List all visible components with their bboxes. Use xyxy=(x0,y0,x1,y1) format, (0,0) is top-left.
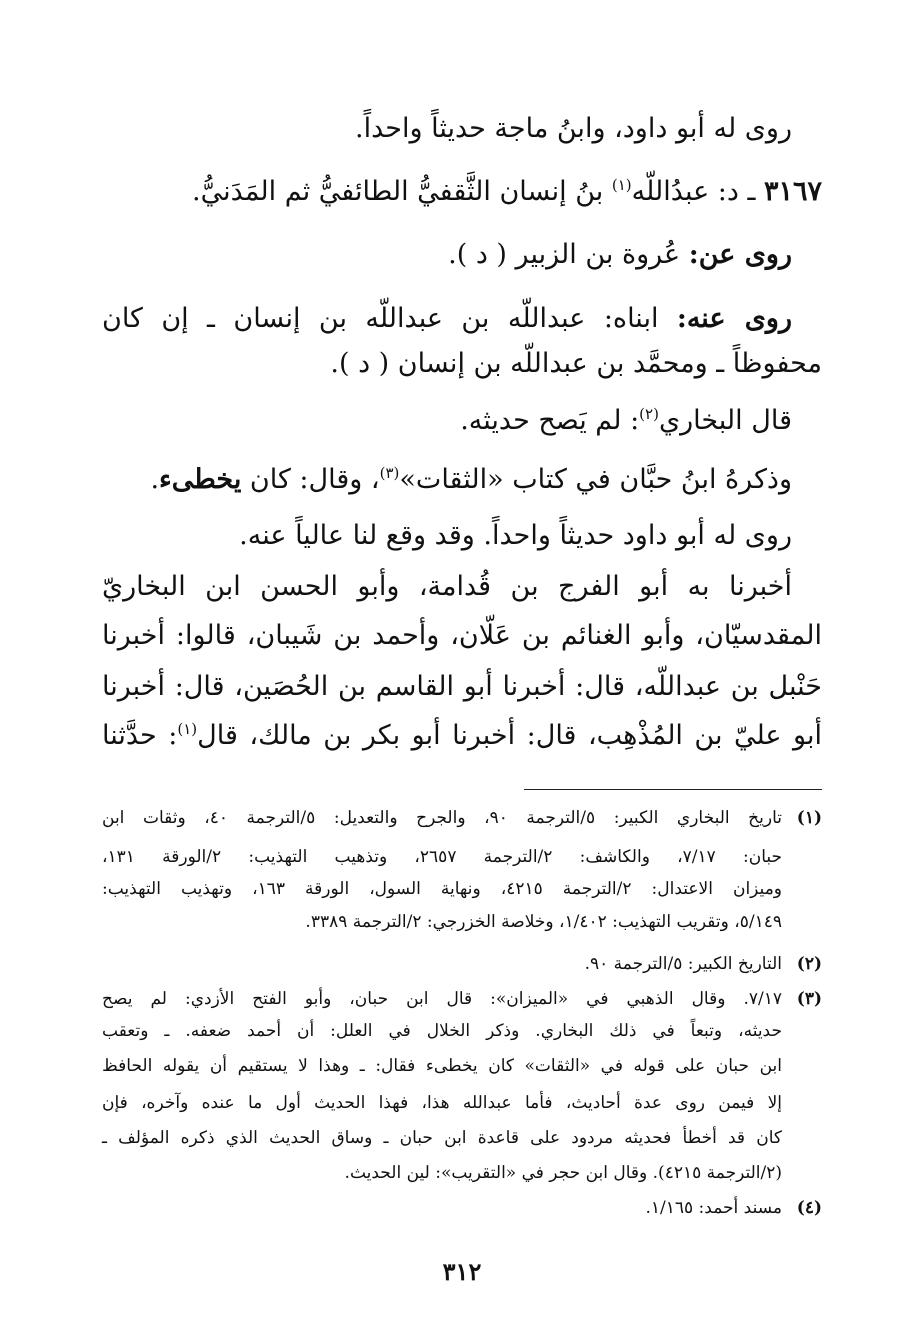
isnad-text-cont: : حدَّثنا xyxy=(102,720,178,751)
footnote-ref: (١) xyxy=(177,720,198,738)
narration-text: روى له أبو داود حديثاً واحداً. وقد وقع لنا عالياً عنه. xyxy=(239,520,792,551)
text-line xyxy=(102,401,822,441)
narrators-label: روى عنه: xyxy=(676,303,792,334)
footnote-separator xyxy=(524,789,822,790)
isnad-text: أخبرنا به أبو الفرج بن قُدامة، وأبو الحسن ابن البخاريّ xyxy=(102,571,792,602)
text-line xyxy=(102,235,822,275)
footnote-line xyxy=(102,909,822,935)
text-line xyxy=(102,109,822,149)
isnad-text: حَنْبل بن عبداللّه، قال: أخبرنا أبو القاسم بن الحُصَين، قال: أخبرنا xyxy=(102,671,822,702)
narrated-from-text: عُروة بن الزبير ( د ). xyxy=(448,239,689,270)
book-page xyxy=(102,0,822,1342)
narrators-text: ابناه: عبداللّه بن عبداللّه بن إنسان ـ إن كان xyxy=(102,303,677,334)
footnote-text: وميزان الاعتدال: ٢/الترجمة ٤٢١٥، ونهاية السول، الورقة ١٦٣، وتهذيب التهذيب: xyxy=(102,879,783,899)
footnote-number: (١) xyxy=(796,808,822,828)
footnote-text: ابن حبان على قوله في «الثقات» كان يخطىء فقال: ـ وهذا لا يستقيم أن يقوله الحافظ xyxy=(102,1056,782,1076)
footnote-number: (٢) xyxy=(796,954,822,974)
text-line xyxy=(102,616,822,656)
footnote-number: (٤) xyxy=(796,1198,822,1218)
text-line xyxy=(102,667,822,707)
text-line xyxy=(102,516,822,556)
footnote-line xyxy=(102,1018,822,1044)
footnote-text: حديثه، وتبعاً في ذلك البخاري. وذكر الخلال في العلل: أن أحمد ضعفه. ـ وتعقب xyxy=(102,1021,782,1041)
emphasis-word: يخطىء xyxy=(159,464,242,495)
footnote-text: ٥/١٤٩، وتقريب التهذيب: ١/٤٠٢، وخلاصة الخزرجي: ٢/الترجمة ٣٣٨٩. xyxy=(305,912,782,932)
footnote-line xyxy=(102,1160,822,1186)
footnote-ref: (٣) xyxy=(379,464,400,482)
footnote-text: إلا فيمن روى عدة أحاديث، فأما عبدالله هذا، فهذا الحديث أول ما عنده وآخره، فإن xyxy=(102,1093,782,1113)
footnote-line xyxy=(102,1090,822,1116)
text-line xyxy=(102,716,822,756)
narration-text: روى له أبو داود، وابنُ ماجة حديثاً واحداً. xyxy=(355,113,792,144)
footnote-ref: (٢) xyxy=(639,405,659,423)
isnad-text: المقدسيّان، وأبو الغنائم بن عَلّان، وأحمد بن شَيبان، قالوا: أخبرنا xyxy=(102,620,822,651)
footnote-line xyxy=(102,1053,822,1079)
entry-name-rest: بنُ إنسان الثَّقفيُّ الطائفيُّ ثم المَدَنيُّ. xyxy=(192,176,612,207)
footnote-ref: (١) xyxy=(611,176,632,194)
text-line xyxy=(102,344,822,384)
text-line xyxy=(102,460,822,500)
narrated-from-label: روى عن: xyxy=(688,239,792,270)
narrators-text-cont: محفوظاً ـ ومحمَّد بن عبداللّه بن إنسان ( د ). xyxy=(330,348,822,379)
footnote-text: تاريخ البخاري الكبير: ٥/الترجمة ٩٠، والجرح والتعديل: ٥/الترجمة ٤٠، وثقات ابن xyxy=(102,808,782,828)
footnote-line xyxy=(102,1125,822,1151)
footnote-text: مسند أحمد: ١/١٦٥. xyxy=(645,1198,782,1218)
page-number: ٣١٢ xyxy=(442,1257,482,1286)
quote-text: قال البخاري xyxy=(658,405,792,436)
entry-name: ـ د: عبدُاللّه xyxy=(631,176,764,207)
footnote-line xyxy=(102,876,822,902)
footnote-text: (٢/الترجمة ٤٢١٥). وقال ابن حجر في «التقريب»: لين الحديث. xyxy=(344,1163,782,1183)
footnote-text: كان قد أخطأ فحديثه مردود على قاعدة ابن حبان ـ وساق الحديث الذي ذكره المؤلف ـ xyxy=(102,1128,782,1148)
footnote-text: التاريخ الكبير: ٥/الترجمة ٩٠. xyxy=(584,954,782,974)
text-line xyxy=(102,299,822,339)
entry-heading xyxy=(102,172,822,212)
footnote-line xyxy=(102,844,822,870)
footnote-number: (٣) xyxy=(796,989,822,1009)
footnote-text: حبان: ٧/١٧، والكاشف: ٢/الترجمة ٢٦٥٧، وتذهيب التهذيب: ٢/الورقة ١٣١، xyxy=(102,847,783,867)
isnad-text: أبو عليّ بن المُذْهِب، قال: أخبرنا أبو بكر بن مالك، قال xyxy=(197,720,823,751)
text-line xyxy=(102,567,822,607)
quote-text-cont: : لم يَصح حديثه. xyxy=(460,405,640,436)
punctuation: . xyxy=(150,464,160,495)
mention-text-cont: ، وقال: كان xyxy=(241,464,380,495)
entry-number: ٣١٦٧ xyxy=(763,176,822,207)
footnote-text: ٧/١٧. وقال الذهبي في «الميزان»: قال ابن حبان، وأبو الفتح الأزدي: لم يصح xyxy=(102,989,782,1009)
mention-text: وذكرهُ ابنُ حبَّان في كتاب «الثقات» xyxy=(399,464,792,495)
